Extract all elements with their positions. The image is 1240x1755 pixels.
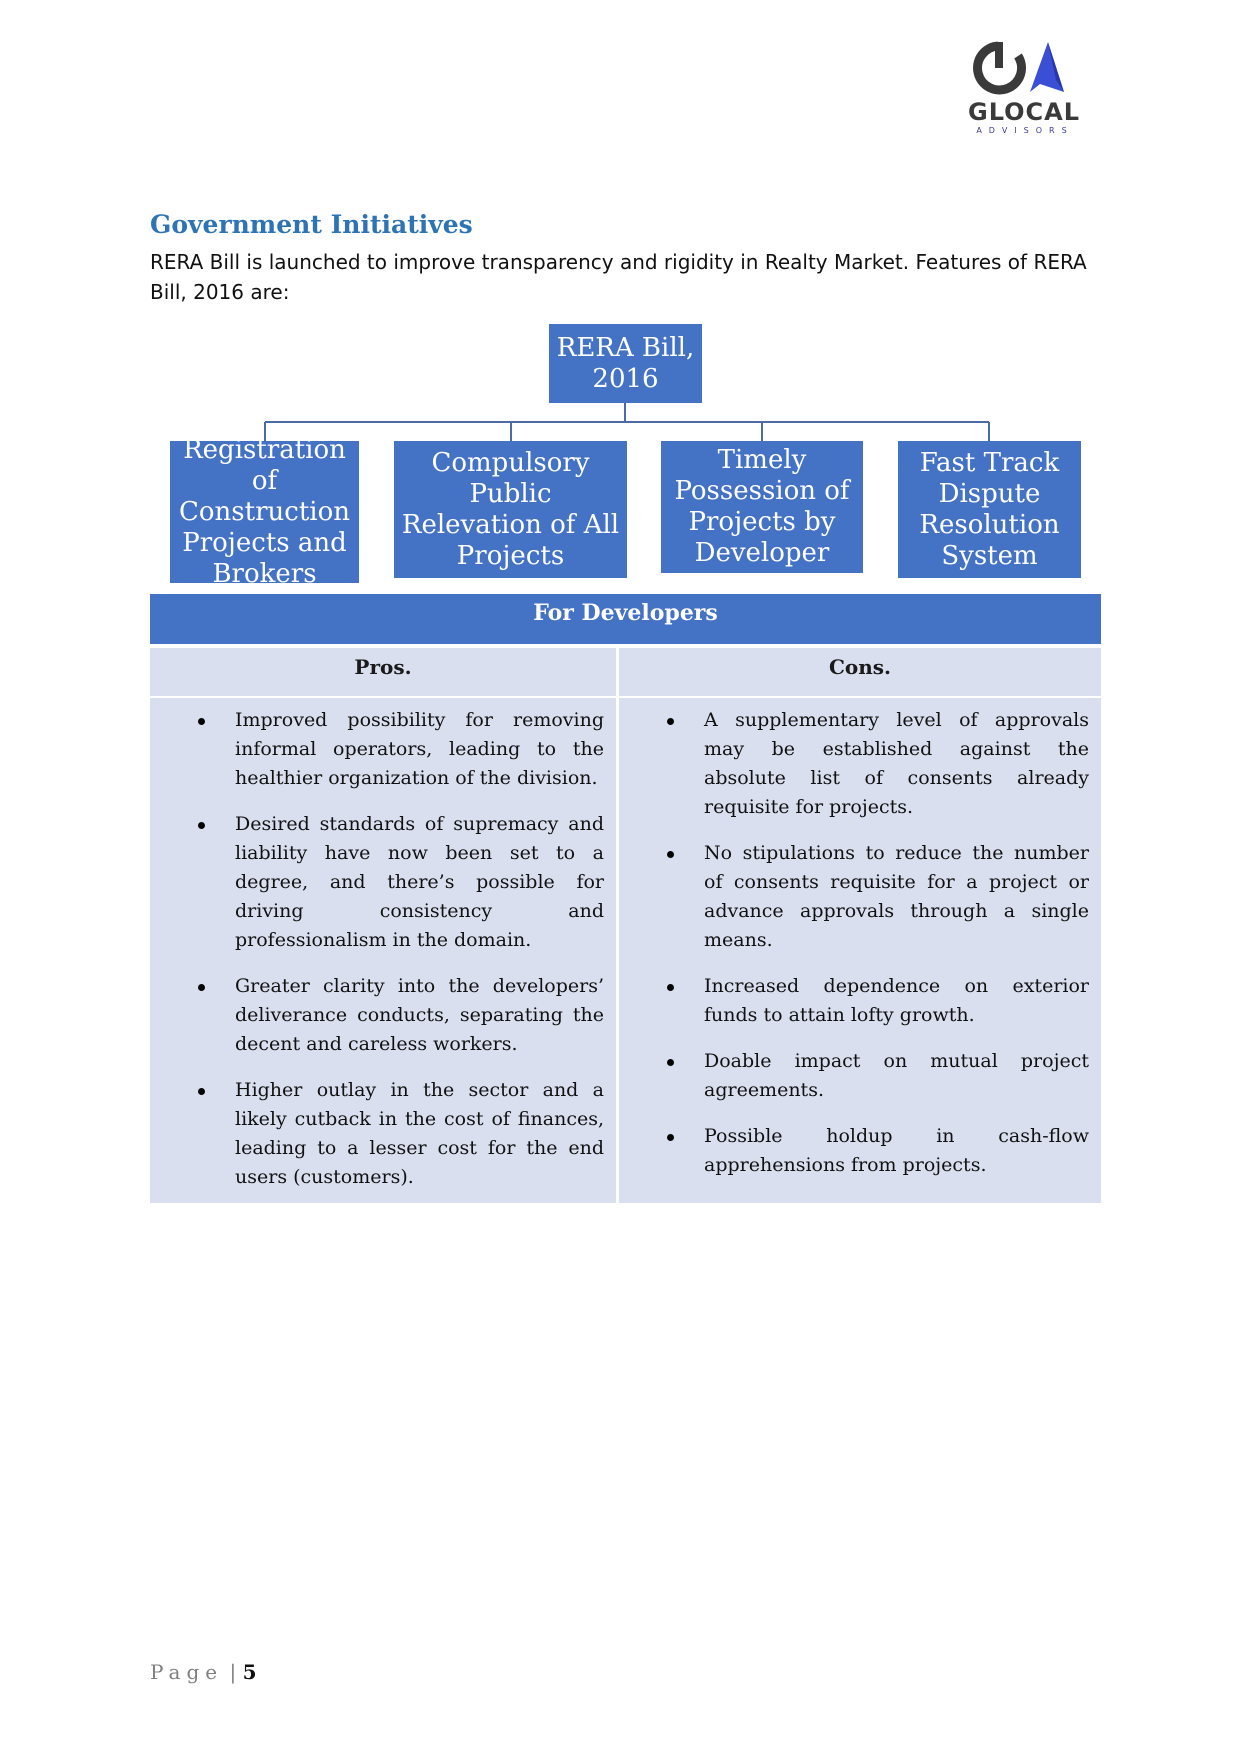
list-item: Doable impact on mutual project agreements.: [619, 1047, 1101, 1105]
cons-list: [619, 706, 1101, 1180]
section-heading: Government Initiatives: [150, 210, 473, 239]
diagram-child-label: Fast Track Dispute Resolution System: [919, 447, 1060, 571]
glocal-advisors-logo: [968, 40, 1088, 140]
list-item: Possible holdup in cash-flow apprehensions from projects.: [619, 1122, 1101, 1180]
diagram-child-public-relevation: [394, 441, 627, 578]
pros-header: Pros.: [150, 648, 616, 696]
list-item: No stipulations to reduce the number of consents requisite for a project or advance approvals through a single means.: [619, 839, 1101, 955]
list-item: A supplementary level of approvals may be established against the absolute list of consents already requisite for projects.: [619, 706, 1101, 822]
diagram-child-registration: [170, 434, 359, 589]
table-title: For Developers: [150, 594, 1101, 644]
intro-paragraph: RERA Bill is launched to improve transparency and rigidity in Realty Market. Features of RERA Bill, 2016 are:: [150, 250, 1087, 304]
logo-subtitle: ADVISORS: [976, 126, 1074, 135]
diagram-child-label: Compulsory Public Relevation of All Projects: [401, 447, 620, 571]
pros-cell: [150, 698, 616, 1203]
list-item: Higher outlay in the sector and a likely cutback in the cost of finances, leading to a lesser cost for the end users (customers).: [150, 1076, 616, 1192]
diagram-child-label: Timely Possession of Projects by Developer: [674, 445, 850, 568]
page-word: Page: [150, 1660, 224, 1684]
list-item: Increased dependence on exterior funds to attain lofty growth.: [619, 972, 1101, 1030]
page-number: 5: [242, 1660, 257, 1684]
diagram-root-box: [549, 324, 702, 403]
diagram-child-timely-possession: [661, 441, 863, 573]
list-item: Improved possibility for removing informal operators, leading to the healthier organization of the division.: [150, 706, 616, 793]
pros-list: [150, 706, 616, 1192]
logo-mark-icon: [968, 40, 1078, 100]
diagram-child-dispute-resolution: [898, 441, 1081, 578]
list-item: Desired standards of supremacy and liability have now been set to a degree, and there’s possible for driving consistency and professionalism in the domain.: [150, 810, 616, 955]
cons-header: Cons.: [619, 648, 1101, 696]
diagram-root-label: RERA Bill, 2016: [556, 332, 695, 394]
cons-cell: [619, 698, 1101, 1203]
page-footer: [150, 1660, 257, 1684]
list-item: Greater clarity into the developers’ deliverance conducts, separating the decent and careless workers.: [150, 972, 616, 1059]
logo-name: GLOCAL: [968, 98, 1081, 126]
page-separator: |: [229, 1660, 237, 1684]
diagram-child-label: Registration of Construction Projects and Brokers: [179, 434, 350, 589]
